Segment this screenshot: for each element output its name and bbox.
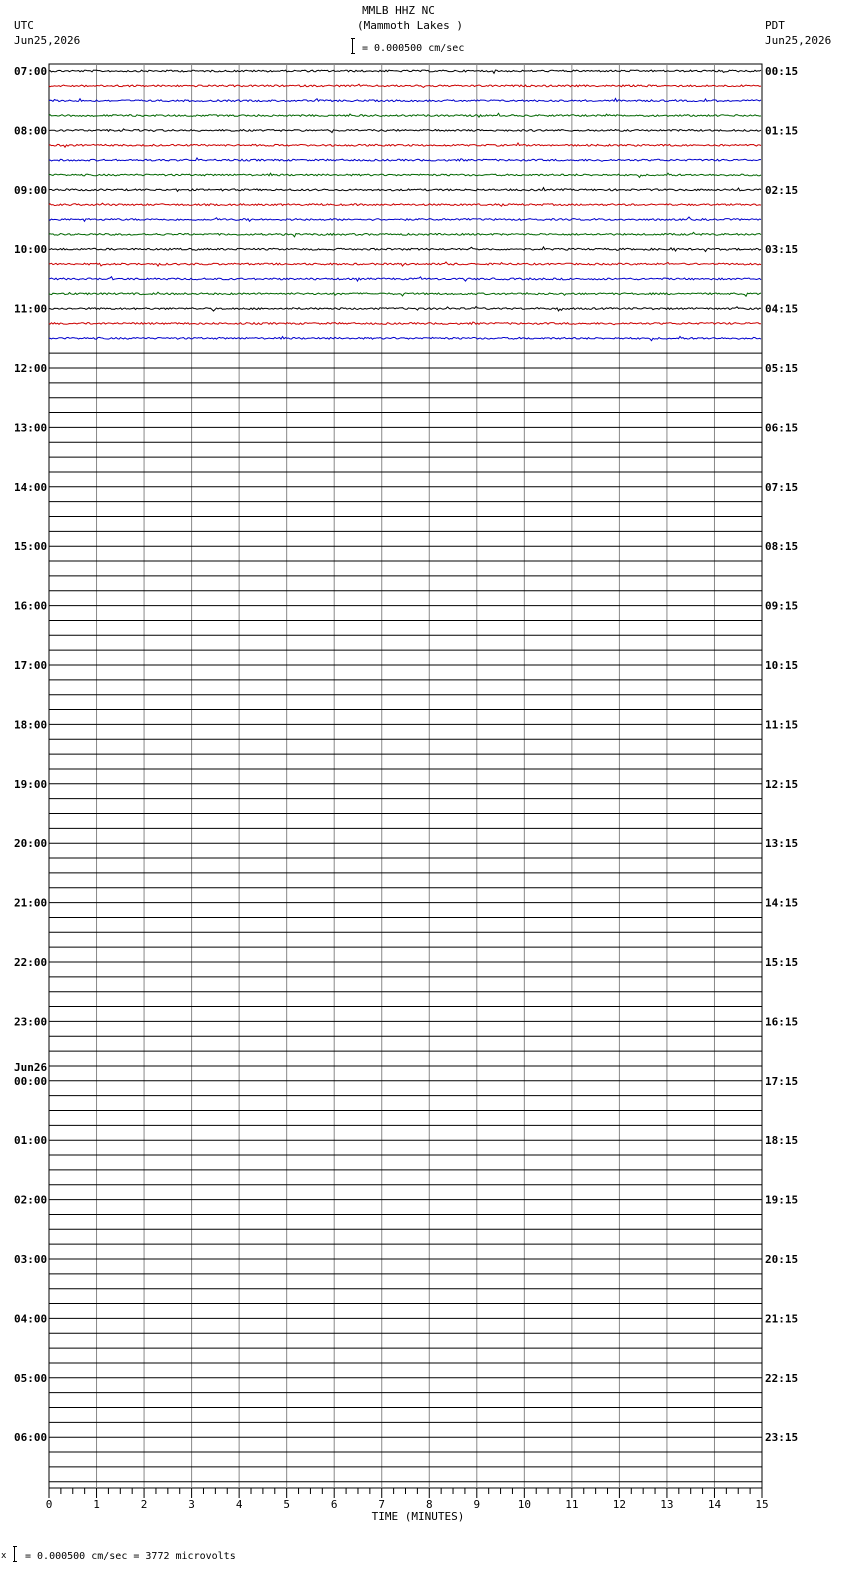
seismic-trace [49, 262, 761, 266]
seismic-trace [49, 158, 761, 161]
utc-hour-label: 20:00 [14, 837, 48, 851]
footer-scale-icon [13, 1546, 17, 1562]
station-title: MMLB HHZ NC [362, 4, 435, 17]
pdt-hour-label: 23:15 [765, 1431, 799, 1445]
pdt-hour-label: 03:15 [765, 243, 799, 257]
seismic-trace [49, 129, 761, 133]
x-tick-label: 8 [425, 1498, 433, 1511]
seismic-trace [49, 99, 761, 102]
left-date: Jun25,2026 [14, 34, 81, 47]
pdt-hour-label: 05:15 [765, 362, 799, 375]
pdt-hour-label: 08:15 [765, 540, 799, 554]
utc-hour-label: 13:00 [14, 421, 48, 435]
pdt-hour-label: 12:15 [765, 777, 799, 791]
pdt-hour-label: 00:15 [765, 65, 799, 78]
x-tick-label: 9 [473, 1498, 481, 1511]
utc-hour-label: 01:00 [14, 1134, 48, 1148]
seismic-trace [49, 307, 761, 311]
pdt-hour-label: 20:15 [765, 1253, 799, 1266]
utc-hour-label: 23:00 [14, 1015, 48, 1029]
pdt-hour-label: 09:15 [765, 599, 799, 613]
utc-hour-label: 09:00 [14, 183, 48, 197]
seismic-trace [49, 84, 761, 87]
utc-hour-label: 15:00 [14, 540, 48, 554]
left-timezone: UTC [14, 19, 34, 32]
seismic-trace [49, 143, 761, 147]
seismic-trace [49, 337, 761, 341]
right-date: Jun25,2026 [765, 34, 832, 47]
pdt-hour-label: 17:15 [765, 1074, 799, 1088]
seismic-trace [49, 232, 761, 236]
pdt-hour-label: 22:15 [765, 1371, 799, 1385]
x-tick-label: 4 [235, 1498, 243, 1511]
station-location: (Mammoth Lakes ) [357, 19, 463, 32]
seismic-trace [49, 70, 761, 73]
plot-frame [49, 64, 762, 1488]
x-tick-label: 15 [755, 1498, 769, 1511]
date-change-label: Jun26 [14, 1060, 48, 1074]
utc-hour-label: 06:00 [14, 1431, 48, 1445]
pdt-hour-label: 02:15 [765, 183, 799, 197]
seismic-trace [49, 173, 761, 177]
seismic-trace [49, 188, 761, 192]
seismic-trace [49, 292, 761, 296]
utc-hour-label: 19:00 [14, 777, 48, 791]
utc-hour-label: 16:00 [14, 599, 48, 613]
footer-scale-note: = 0.000500 cm/sec = 3772 microvolts [25, 1551, 236, 1562]
seismic-trace [49, 322, 761, 325]
utc-hour-label: 22:00 [14, 956, 48, 969]
right-timezone: PDT [765, 19, 785, 32]
pdt-hour-label: 14:15 [765, 896, 799, 910]
x-tick-label: 2 [140, 1498, 148, 1511]
pdt-hour-label: 18:15 [765, 1134, 799, 1148]
utc-hour-label: 02:00 [14, 1193, 48, 1207]
utc-hour-label: 10:00 [14, 243, 48, 257]
pdt-hour-label: 01:15 [765, 124, 799, 138]
x-tick-label: 0 [45, 1498, 53, 1511]
pdt-hour-label: 06:15 [765, 421, 799, 435]
seismic-trace [49, 217, 761, 221]
utc-hour-label: 05:00 [14, 1371, 48, 1385]
x-tick-label: 3 [188, 1498, 195, 1511]
utc-hour-label: 12:00 [14, 362, 48, 375]
pdt-hour-label: 13:15 [765, 837, 799, 851]
x-axis-label: TIME (MINUTES) [371, 1510, 465, 1523]
x-tick-label: 13 [660, 1498, 674, 1511]
pdt-hour-label: 15:15 [765, 956, 799, 969]
utc-hour-label: 11:00 [14, 302, 48, 316]
pdt-hour-label: 07:15 [765, 480, 799, 494]
utc-hour-label: 04:00 [14, 1312, 48, 1326]
x-tick-label: 14 [707, 1498, 722, 1511]
seismic-trace [49, 113, 761, 117]
x-tick-label: 10 [517, 1498, 531, 1511]
x-tick-label: 11 [565, 1498, 579, 1511]
x-tick-label: 6 [330, 1498, 338, 1511]
utc-hour-label: 08:00 [14, 124, 48, 138]
x-tick-label: 12 [612, 1498, 627, 1511]
seismic-trace [49, 277, 761, 281]
utc-hour-label: 00:00 [14, 1074, 48, 1088]
pdt-hour-label: 16:15 [765, 1015, 799, 1029]
utc-hour-label: 03:00 [14, 1253, 48, 1266]
utc-hour-label: 07:00 [14, 65, 48, 78]
utc-hour-label: 14:00 [14, 480, 48, 494]
utc-hour-label: 21:00 [14, 896, 48, 910]
footer-mark: x [1, 1551, 7, 1561]
pdt-hour-label: 19:15 [765, 1193, 799, 1207]
x-tick-label: 5 [283, 1498, 290, 1511]
scale-label: = 0.000500 cm/sec [362, 43, 465, 54]
pdt-hour-label: 04:15 [765, 302, 799, 316]
utc-hour-label: 18:00 [14, 718, 48, 732]
x-tick-label: 7 [378, 1498, 386, 1511]
seismic-trace [49, 203, 761, 206]
utc-hour-label: 17:00 [14, 659, 48, 672]
x-tick-label: 1 [93, 1498, 100, 1511]
pdt-hour-label: 11:15 [765, 718, 799, 732]
pdt-hour-label: 10:15 [765, 659, 799, 672]
pdt-hour-label: 21:15 [765, 1312, 799, 1326]
seismic-trace [49, 247, 761, 252]
